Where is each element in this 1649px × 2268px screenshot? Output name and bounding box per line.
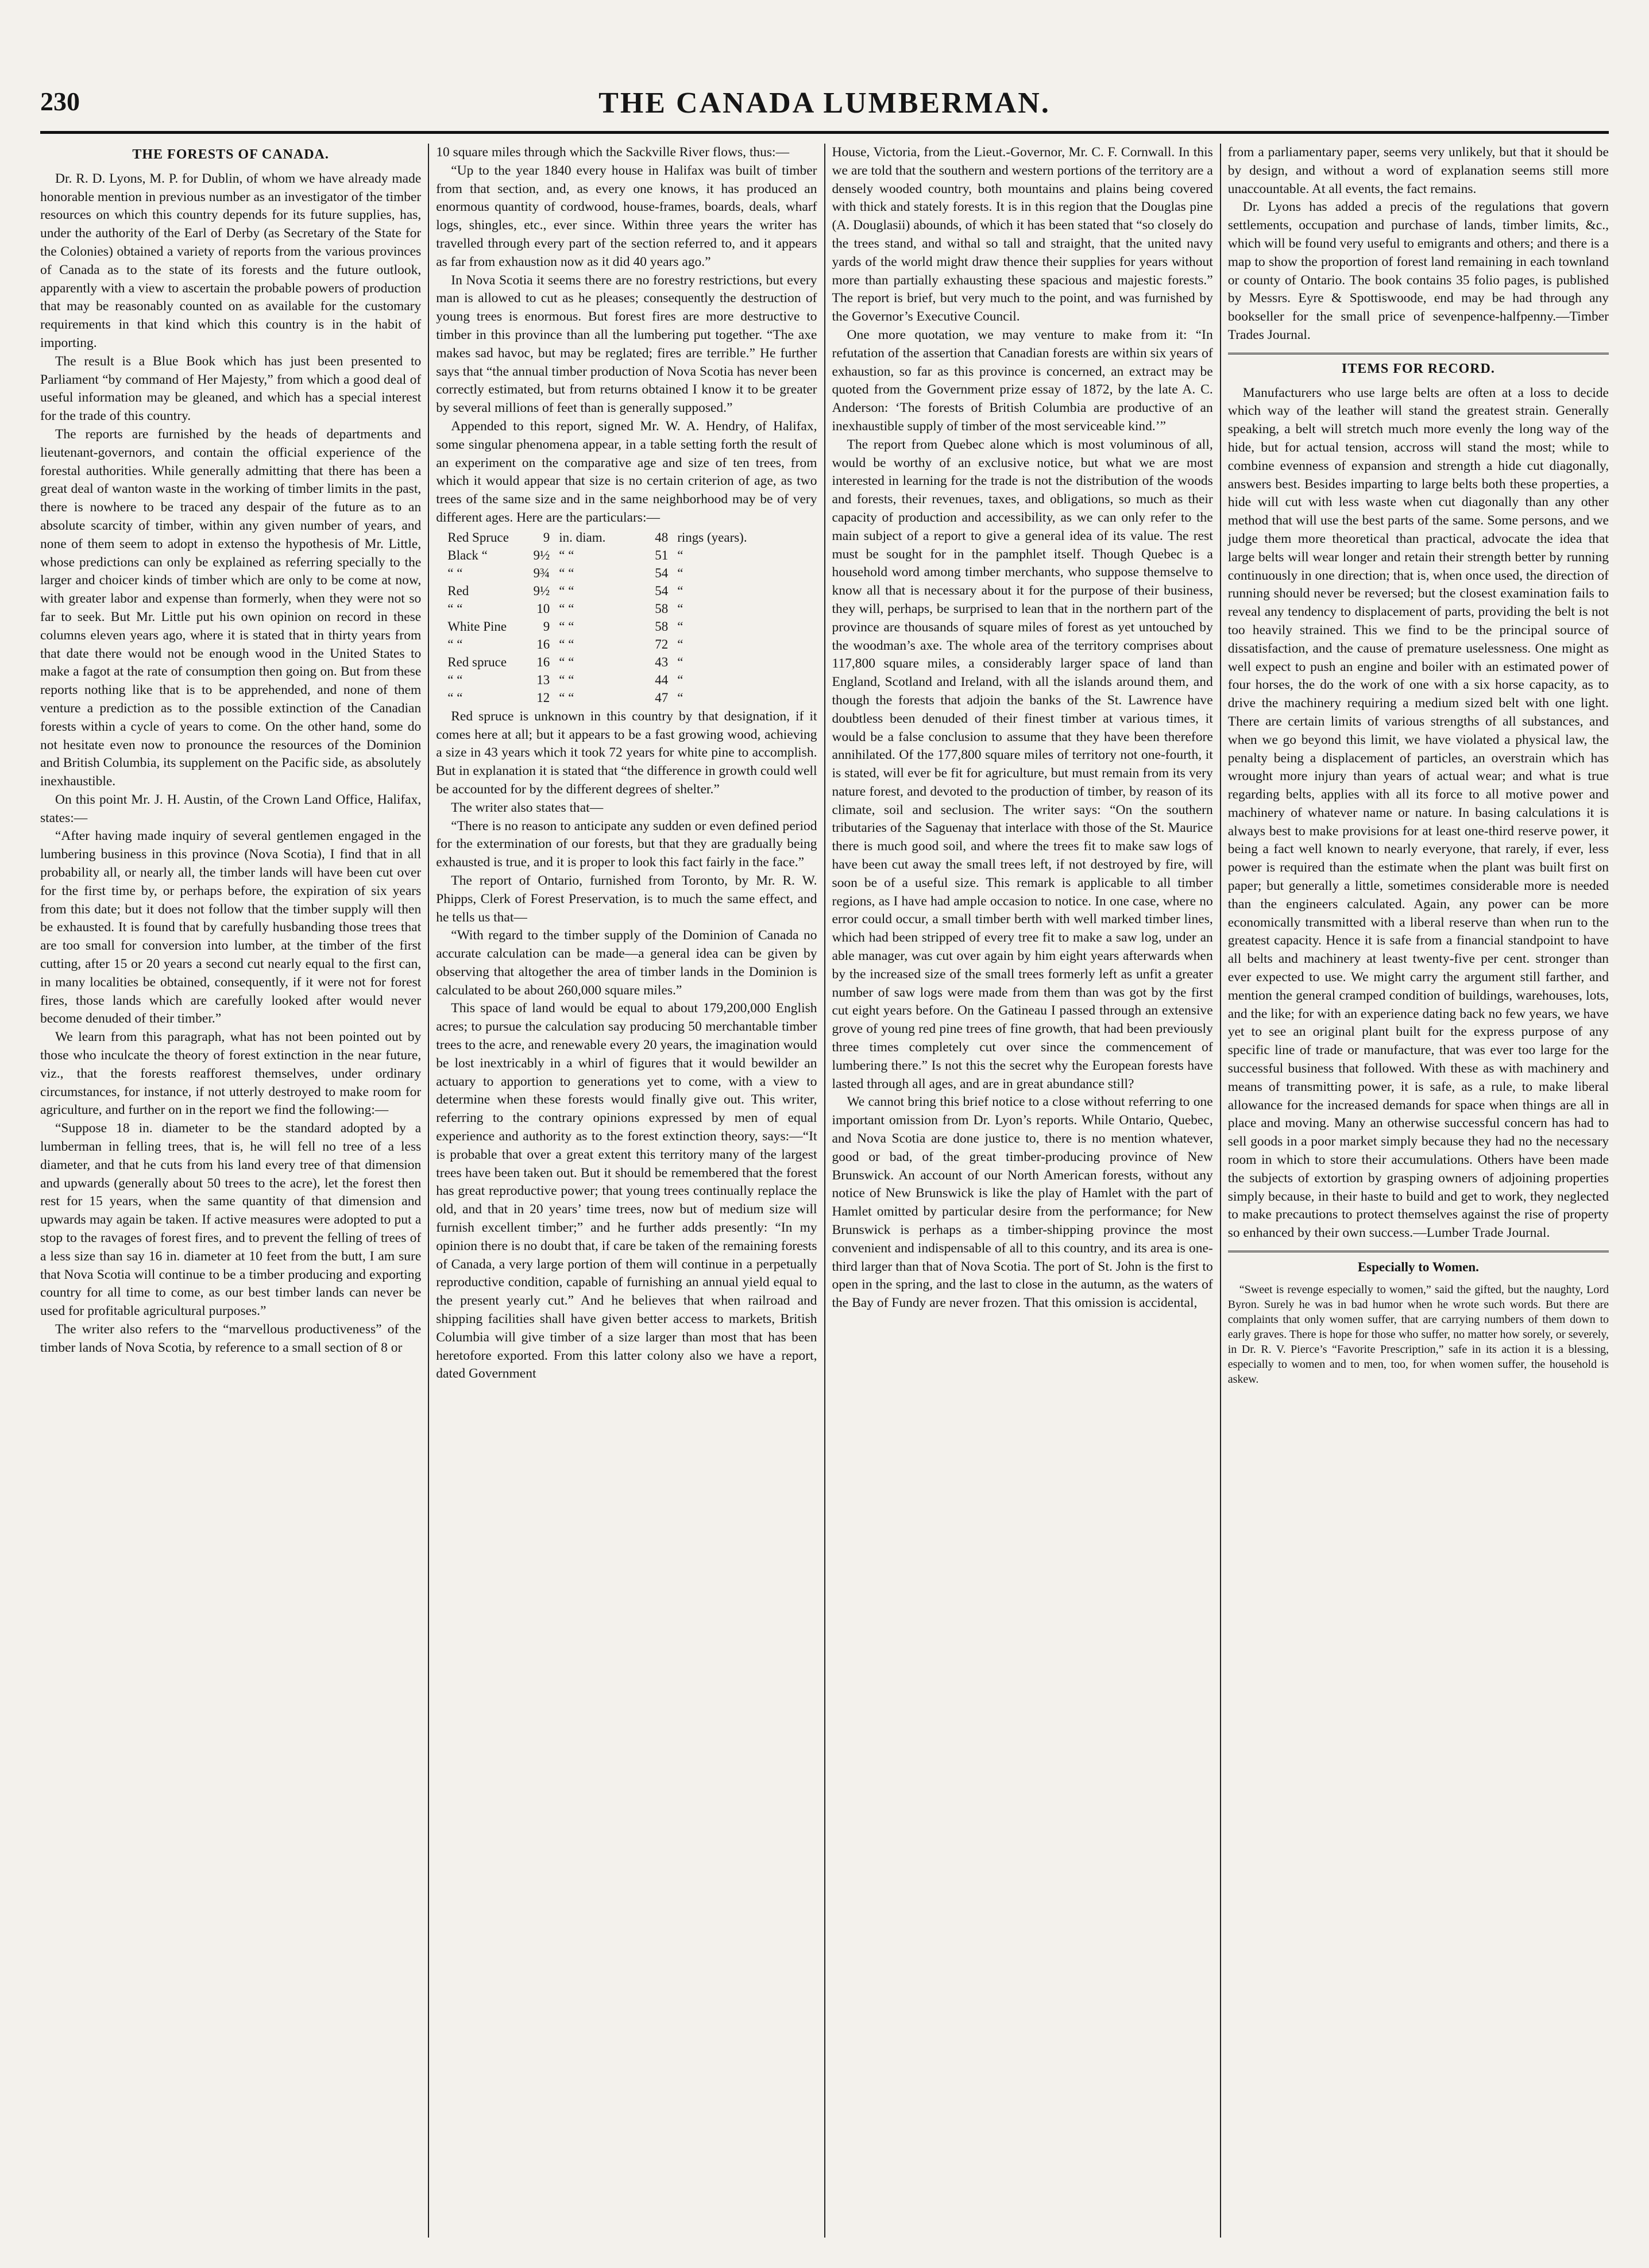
table-cell: 54	[655, 565, 669, 580]
table-cell: 16	[536, 637, 550, 651]
table-cell: rings (years).	[677, 530, 747, 545]
paragraph: On this point Mr. J. H. Austin, of the Crown Land Office, Halifax, states:—	[40, 792, 422, 826]
section-divider	[1228, 1251, 1609, 1252]
paragraph: This space of land would be equal to about 179,200,000 English acres; to pursue the calculation say producing 50 merchantable timber trees to the acre, and renewable every 20 years, the imagination would be lost inextricably in a whirl of figures that it would bewilder an actuary to apportion to generations yet to come, with a view to determine when these forests would finally give out. This writer, referring to the contrary opinions expressed by men of equal experience and authority as to the forest extinction theory, says:—“It is probable that over a great extent this territory many of the largest trees have been taken out. But it should be remembered that the forest has great reproductive power; that young trees continually replace the old, and that in 20 years’ time trees, now but of medium size will furnish excellent timber;” and he further adds presently: “In my opinion there is no doubt that, if care be taken of the remaining forests of Canada, a very large portion of them will continue in a perpetually reproductive condition, capable of furnishing an annual yield equal to the present yearly cut.” And he believes that when railroad and shipping facilities shall have given better access to markets, British Columbia will give timber of a size larger than most that has been heretofore exported. From this latter colony also we have a report, dated Government	[436, 1001, 817, 1382]
paragraph: We cannot bring this brief notice to a close without referring to one important omission from Dr. Lyon’s reports. While Ontario, Quebec, and Nova Scotia are done justice to, there is no mention whatever, good or bad, of the great timber-producing province of New Brunswick. An account of our North American forests, without any notice of New Brunswick is like the play of Hamlet with the part of Hamlet omitted by particular desire from the performance; for New Brunswick is perhaps as a timber-shipping province the most convenient and indispensable of all to this country, and its area is one-third larger than that of Nova Scotia. The port of St. John is the first to open in the spring, and the last to close in the autumn, as the waters of the Bay of Fundy are never frozen. That this omission is accidental,	[832, 1094, 1213, 1311]
paragraph: Red spruce is unknown in this country by that designation, if it comes here at all; but it appears to be a fast growing wood, achieving a size in 43 years which it took 72 years for white pine to accomplish. But in explanation it is stated that “the difference in growth could well be accounted for by the different degrees of shelter.”	[436, 708, 817, 797]
table-cell: “ “	[559, 690, 574, 705]
paragraph: “Up to the year 1840 every house in Halifax was built of timber from that section, and, as every one knows, it has produced an enormous quantity of cordwood, house-frames, boards, deals, wharf logs, shingles, etc., ever since. Within three years the writer has travelled through every part of the section referred to, and it appears as far from exhaustion now as it did 40 years ago.”	[436, 163, 817, 269]
section-heading: Especially to Women.	[1357, 1260, 1479, 1275]
table-cell: “ “	[447, 637, 463, 651]
advertisement-text	[1228, 1282, 1609, 1387]
paragraph: The writer also states that—	[451, 800, 604, 815]
table-cell: “	[677, 690, 683, 705]
table-cell: Black “	[447, 547, 488, 562]
header-rule	[40, 131, 1609, 134]
table-cell: 9	[543, 530, 550, 545]
table-cell: 9	[543, 619, 550, 634]
table-cell: “ “	[559, 583, 574, 598]
paragraph: The result is a Blue Book which has just been presented to Parliament “by command of Her Majesty,” from which a good deal of useful information may be gleaned, and which has a special interest for the trade of this country.	[40, 353, 422, 424]
continued-paragraph: 10 square miles through which the Sackville River flows, thus:—	[436, 145, 790, 160]
table-cell: Red	[447, 583, 469, 598]
section-heading: THE FORESTS OF CANADA.	[132, 147, 329, 162]
table-cell: “ “	[559, 672, 574, 687]
paragraph: In Nova Scotia it seems there are no forestry restrictions, but every man is allowed to cut as he pleases; consequently the destruction of young trees is enormous. But forest fires are more destructive to timber in this province than all the lumbering put together. “The axe makes sad havoc, but may be reglated; fires are terrible.” He further says that “the annual timber production of Nova Scotia has never been correctly estimated, but from returns obtained I know it to be greater by several millions of feet than is generally supposed.”	[436, 272, 817, 416]
table-cell: 51	[655, 547, 669, 562]
table-cell: 9½	[533, 583, 550, 598]
paragraph: One more quotation, we may venture to make from it: “In refutation of the assertion that Canadian forests are within six years of exhaustion, so far as this province is concerned, an extract may be quoted from the Government prize essay of 1872, by the late A. C. Anderson: ‘The forests of British Columbia are productive of an inexhaustible supply of timber of the most serviceable kind.’”	[832, 327, 1213, 434]
table-cell: 48	[655, 530, 669, 545]
table-cell: Red Spruce	[447, 530, 509, 545]
paragraph: We learn from this paragraph, what has not been pointed out by those who inculcate the theory of forest extinction in the near future, viz., that the forests reafforest themselves, under ordinary circumstances, for instance, if not utterly destroyed to make room for agriculture, and further on in the report we find the following:—	[40, 1029, 422, 1118]
table-row	[447, 529, 817, 546]
table-cell: “	[677, 619, 683, 634]
table-row	[447, 582, 817, 600]
table-cell: White Pine	[447, 619, 507, 634]
paragraph: The writer also refers to the “marvellous productiveness” of the timber lands of Nova Scotia, by reference to a small section of 8 or	[40, 1322, 422, 1355]
table-cell: “ “	[447, 672, 463, 687]
continued-paragraph: from a parliamentary paper, seems very unlikely, but that it should be by design, and without a word of explanation seems still more unaccountable. At all events, the fact remains.	[1227, 145, 1609, 196]
table-cell: 58	[655, 619, 669, 634]
table-cell: 9½	[533, 547, 550, 562]
table-cell: “	[677, 565, 683, 580]
page-number: 230	[40, 87, 80, 116]
table-cell: “ “	[559, 619, 574, 634]
table-cell: 13	[536, 672, 550, 687]
table-cell: “ “	[559, 654, 574, 669]
table-cell: “ “	[447, 601, 463, 616]
table-cell: in. diam.	[559, 530, 606, 545]
table-cell: 58	[655, 601, 669, 616]
column-3	[824, 144, 1220, 2238]
table-cell: 47	[655, 690, 669, 705]
table-cell: “	[677, 583, 683, 598]
table-cell: 72	[655, 637, 669, 651]
table-cell: Red spruce	[447, 654, 507, 669]
article-columns	[40, 144, 1609, 2238]
section-divider	[1228, 353, 1609, 354]
table-cell: 16	[536, 654, 550, 669]
paragraph: “With regard to the timber supply of the Dominion of Canada no accurate calculation can be made—a general idea can be given by observing that altogether the area of timber lands in the Dominion is calculated to be about 260,000 square miles.”	[436, 928, 817, 998]
table-cell: “	[677, 601, 683, 616]
table-cell: “	[677, 637, 683, 651]
paragraph: “After having made inquiry of several gentlemen engaged in the lumbering business in this province (Nova Scotia), I find that in all probability all, or nearly all, the timber lands will have been cut over for the first time by, or perhaps before, the expiration of six years from this date; but it does not follow that the timber supply will then be exhausted. It is found that by carefully husbanding those trees that are too small for conversion into lumber, at the timber of the first cutting, after 15 or 20 years a second cut nearly equal to the first can, in many localities be obtained, consequently, if it were not for forest fires, those lands which are carefully looked after would never become denuded of their timber.”	[40, 828, 422, 1027]
table-cell: “	[677, 654, 683, 669]
table-cell: 44	[655, 672, 669, 687]
table-cell: “ “	[559, 565, 574, 580]
table-row	[447, 546, 817, 564]
column-1	[40, 144, 428, 2238]
paragraph: The report from Quebec alone which is most voluminous of all, would be worthy of an exclusive notice, but what we are most interested in learning for the trade is not the distribution of the woods and forests, their revenues, taxes, and obligations, so much as their capacity of production and accessibility, as we can only refer to the main subject of a report to give a general idea of its value. The rest must be sought for in the pamphlet itself. Though Quebec is a household word among timber merchants, who suppose themselve to know all that is necessary about it for the purpose of their business, they will, perhaps, be surprised to lean that in the northern part of the province are thousands of square miles of forest as yet untouched by the woodman’s axe. The whole area of the territory comprises about 117,800 square miles, a considerably larger space of land than England, Scotland and Ireland, with all the islands around them, and though the forests that adjoin the banks of the St. Lawrence have doubtless been denuded of their finest timber at various times, it would be a false conclusion to assume that they have been therefore annihilated. Of the 177,800 square miles of territory not one-fourth, it is stated, will ever be fit for agriculture, but must remain from its very nature forest, and devoted to the production of timber, by reason of its climate, soil and seclusion. The writer says: “On the southern tributaries of the Saguenay that interlace with those of the St. Maurice there is much good soil, and where the trees fit to make saw logs of have been cut away the small trees left, if not destroyed by fire, will soon be of a useful size. This remark is applicable to all timber regions, as I have had ample occasion to notice. In one case, where no error could occur, a small timber berth with well marked timber lines, which had been stripped of every tree fit to make a saw log, under an able manager, was cut over again by him eight years afterwards when by the increased size of the small trees formerly left as unfit a greater number of saw logs were made from them than was got by the first cut eight years before. On the Gatineau I passed through an extensive grove of young red pine trees of fine growth, that had been previously three times completely cut over since the commencement of lumbering there.” Is not this the secret why the European forests have lasted through all ages, and are in great abundance still?	[832, 437, 1213, 1091]
paragraph: “Suppose 18 in. diameter to be the standard adopted by a lumberman in felling trees, that is, he will fell no tree of a less diameter, and that he cuts from his land every tree of that dimension and upwards (generally about 50 trees to the acre), let the forest then rest for 15 years, when the same quantity of that dimension and upwards may again be taken. If active measures were adopted to put a stop to the ravages of forest fires, and to prevent the felling of trees of a less size than say 16 in. diameter at 10 feet from the butt, I am sure that Nova Scotia will continue to be a timber producing and exporting country for all time to come, as our best timber lands can never be used for profitable agricultural purposes.”	[40, 1121, 422, 1319]
column-2	[428, 144, 824, 2238]
section-heading: ITEMS FOR RECORD.	[1341, 361, 1495, 376]
table-row	[447, 653, 817, 671]
paragraph: Manufacturers who use large belts are often at a loss to decide which way of the leather will stand the greatest strain. Generally speaking, a belt will stretch much more evenly the long way of the hide, but for actual tension, accross will stand the most; while to combine evenness of expansion and strength a hide cut diagonally, answers best. Besides imparting to large belts both these properties, a hide will cut with less waste when cut diagonally than any other method that will use the best parts of the same. Some persons, and we judge them more theoretical than practical, advocate the idea that large belts will wear longer and retain their strength better by running continuously in one direction; that is, when once used, the direction of running should never be reversed; but the closest examination fails to reveal any tendency to displacement of parts, providing the belt is not too heavily strained. This we find to be the principal source of dissatisfaction, and the cause of premature uselessness. One might as well expect to push an engine and boiler with an estimated power of four horses, the do the work of one with a six horse capacity, as to drive the machinery requiring a medium sized belt with one light. There are certain limits of various strengths of all substances, and when we go beyond this limit, we have violated a physical law, the penalty being a displacement of particles, an overstrain which has wrought more injury than years of actual wear; and what is true regarding belts, applies with all its force to all motive power and machinery of whatever name or nature. In basing calculations it is always best to make provisions for at least one-third reserve power, it being a fact well known to nearly everyone, that rarely, if ever, less power is required than the estimate when the plant was built first on paper; but generally a little, sometimes considerable more is needed than the engineers calculated. Again, any power can be more economically transmitted with a liberal reserve than when run to the greatest capacity. Hence it is safe from a financial standpoint to have all belts and machinery at least twenty-five per cent. stronger than ever expected to use. We might carry the argument still farther, and mention the general cramped condition of buildings, warehouses, lots, and the like; for with an experience dating back no few years, we have yet to see an original plant built for the express purpose of any specific line of trade or manufacture, that was ever too large for the successful business that followed. With these as with machinery and means of transmitting power, it is safe, as a rule, to make liberal allowance for the increased demands for space when things are all in place and moving. Many an otherwise successful concern has had to sell goods in a poor market simply because they had no the necessary room in which to store their accumulations. Others have been made the subjects of extortion by grasping owners of adjoining properties simply because, in their haste to build and get to work, they neglected to make precautions to protect themselves against the rise of property so enhanced by their own success.—Lumber Trade Journal.	[1227, 385, 1609, 1241]
masthead	[40, 86, 1609, 126]
table-cell: “ “	[447, 565, 463, 580]
table-cell: “ “	[559, 601, 574, 616]
table-cell: “ “	[447, 690, 463, 705]
table-cell: 10	[536, 601, 550, 616]
paragraph: “There is no reason to anticipate any sudden or even defined period for the extermination of our forests, but that they are gradually being exhausted is true, and it is proper to look this fact fairly in the face.”	[436, 818, 817, 870]
paragraph: Dr. Lyons has added a precis of the regulations that govern settlements, occupation and purchase of lands, timber limits, &c., which will be found very useful to emigrants and others; and there is a map to show the proportion of forest land remaining in each townland or county of Ontario. The book contains 35 folio pages, is published by Messrs. Eyre & Spottiswoode, end may be had through any bookseller for the small price of sevenpence-halfpenny.—Timber Trades Journal.	[1227, 199, 1609, 342]
table-cell: 54	[655, 583, 669, 598]
column-4	[1220, 144, 1609, 2238]
table-row	[447, 635, 817, 653]
paragraph: Dr. R. D. Lyons, M. P. for Dublin, of whom we have already made honorable mention in previous number as an investigator of the timber resources on which this country depends for its future supplies, has, under the authority of the Earl of Derby (as Secretary of the State for the Colonies) obtained a variety of reports from the various provinces of Canada as to the state of its forests and the future outlook, apparently with a view to ascertain the probable powers of production that may be reasonably counted on as available for the customary requirements in that kind which this country is in the habit of importing.	[40, 171, 422, 350]
table-row	[447, 564, 817, 582]
table-cell: “ “	[559, 547, 574, 562]
continued-paragraph: House, Victoria, from the Lieut.-Governor, Mr. C. F. Cornwall. In this we are told that the southern and western portions of the territory are a densely wooded country, both mountains and plains being covered with thick and stately forests. It is in this region that the Douglas pine (A. Douglasii) abounds, of which it has been stated that “so closely do the trees stand, and withal so tall and straight, that the united navy yards of the world might draw thence their supplies for years without more than partially exhausting these spacious and majestic forests.” The report is brief, but very much to the point, and was furnished by the Governor’s Executive Council.	[832, 145, 1213, 325]
paragraph: The reports are furnished by the heads of departments and lieutenant-governors, and contain the official experience of the forestal authorities. While generally admitting that there has been a great deal of wanton waste in the working of timber limits in the past, there is nowhere to be traced any despair of the future as to an absolute scarcity of timber, within any given number of years, and none of them seem to adopt in extenso the hypothesis of Mr. Little, whose predictions can only be explained as referring specially to the larger and choicer kinds of timber which are only to be come at now, with greater labor and expense than formerly, when they were not so far to seek. But Mr. Little put his own opinion on record in these columns eleven years ago, where it is stated that in thirty years from that date there would not be enough wood in the United States to make a fagot at the rate of consumption then going on. But from these reports nothing like that is to be apprehended, and none of them venture a prediction as to the possible extinction of the Canadian forests within a cycle of years to come. On the other hand, some do not hesitate even now to pronounce the resources of the Dominion and British Columbia, its supplement on the Pacific side, as absolutely inexhaustible.	[40, 426, 422, 789]
table-cell: 43	[655, 654, 669, 669]
newspaper-title: THE CANADA LUMBERMAN.	[598, 87, 1051, 119]
paragraph: “Sweet is revenge especially to women,” said the gifted, but the naughty, Lord Byron. Surely he was in bad humor when he wrote such words. But there are complaints that only women suffer, that are carrying numbers of them down to early graves. There is hope for those who suffer, no matter how sorely, or severely, in Dr. R. V. Pierce’s “Favorite Prescription,” safe in its action it is a blessing, especially to women and to men, too, for when women suffer, the household is askew.	[1227, 1283, 1609, 1386]
paragraph: The report of Ontario, furnished from Toronto, by Mr. R. W. Phipps, Clerk of Forest Preservation, is to much the same effect, and he tells us that—	[436, 873, 817, 925]
table-row	[447, 671, 817, 689]
table-row	[447, 618, 817, 635]
table-cell: “	[677, 672, 683, 687]
paragraph: Appended to this report, signed Mr. W. A. Hendry, of Halifax, some singular phenomena appear, in a table setting forth the result of an experiment on the comparative age and size of ten trees, from which it would appear that size is no certain criterion of age, as two trees of the same size and in the same neighborhood may be of very different ages. Here are the particulars:—	[436, 418, 817, 525]
table-cell: “ “	[559, 637, 574, 651]
table-row	[447, 600, 817, 618]
table-cell: 12	[536, 690, 550, 705]
table-cell: “	[677, 547, 683, 562]
table-row	[447, 689, 817, 707]
tree-age-table	[447, 529, 817, 707]
table-cell: 9¾	[533, 565, 550, 580]
